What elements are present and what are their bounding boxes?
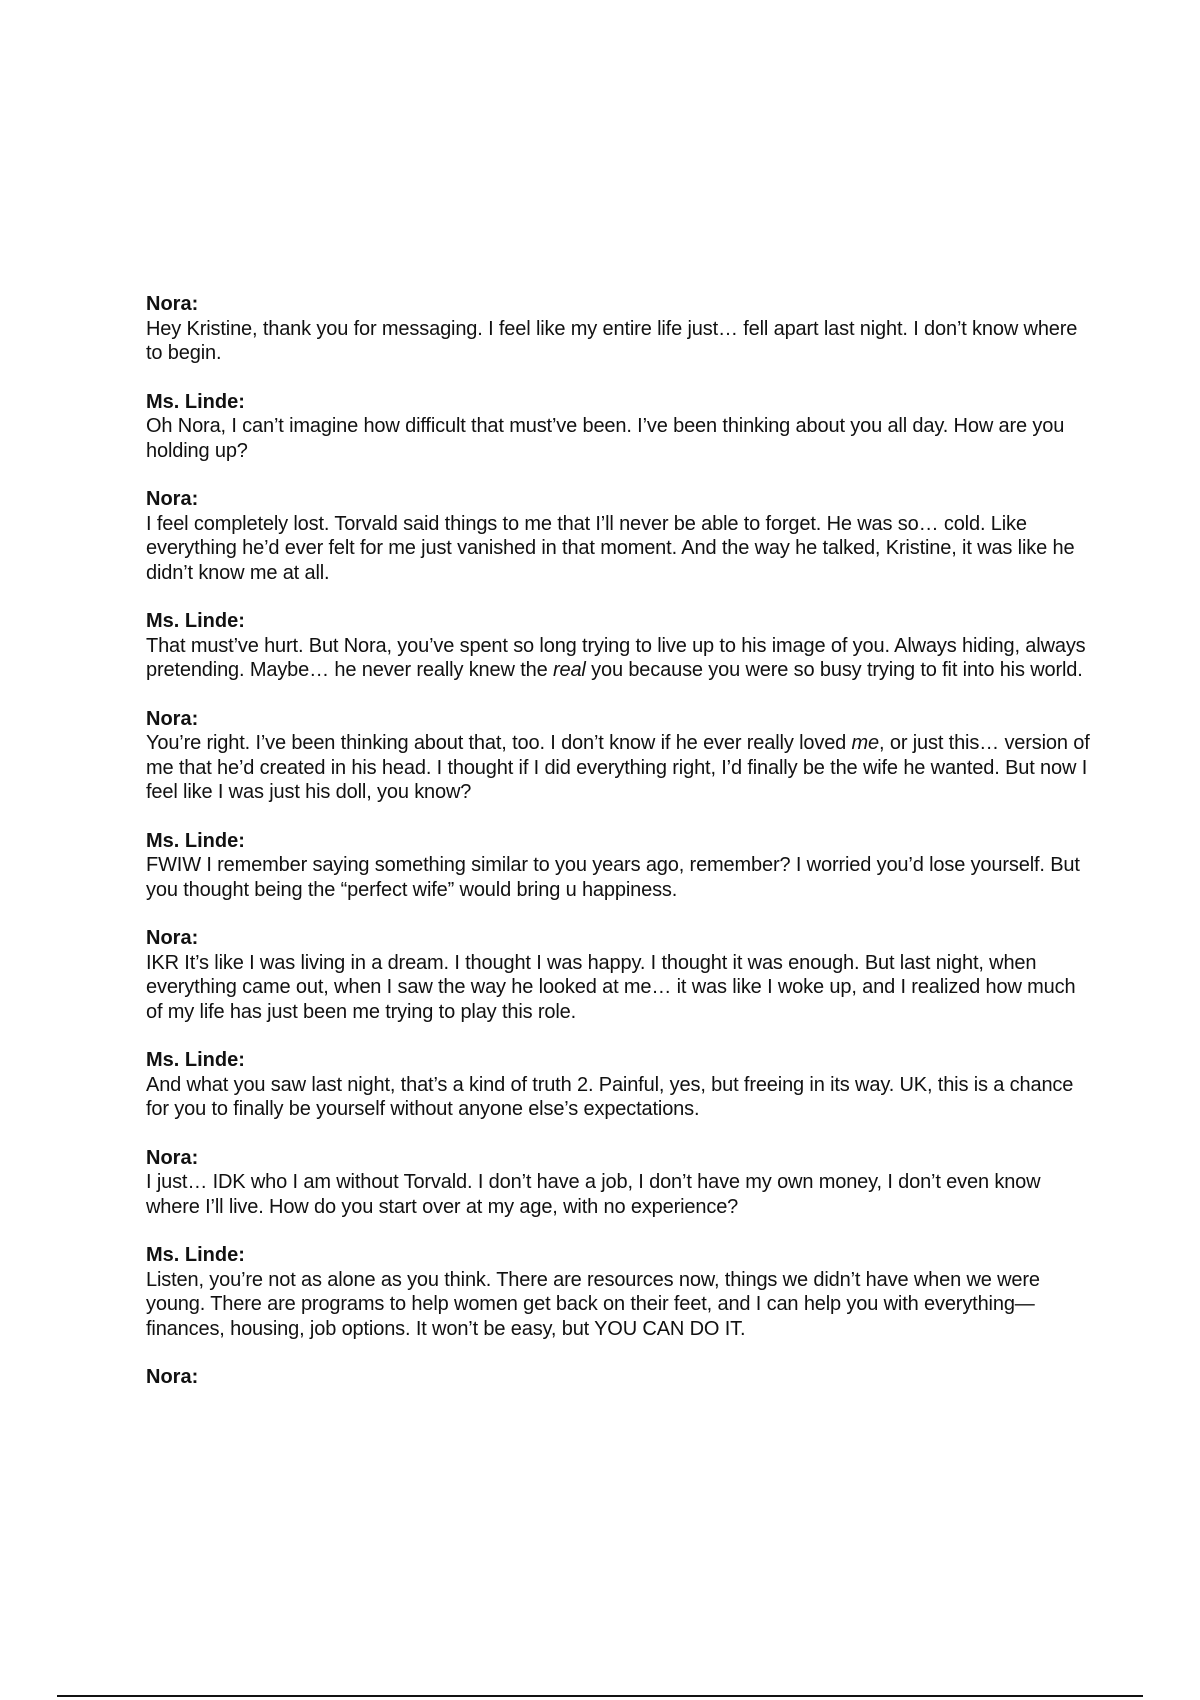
speaker-name: Nora:: [146, 927, 199, 949]
message-text: Listen, you’re not as alone as you think. There are resources now, things we didn’t have when we were young. There are programs to help women get back on their feet, and I can help you with everything—finances, housing, job options. It won’t be easy, but YOU CAN DO IT.: [146, 1268, 1040, 1340]
message-text: Hey Kristine, thank you for messaging. I feel like my entire life just… fell apart last night. I don’t know where to begin.: [146, 317, 1078, 364]
message-5: [146, 707, 1091, 805]
message-11: [146, 1365, 1091, 1390]
footer-divider: [57, 1695, 1143, 1697]
speaker-name: Nora:: [146, 488, 199, 510]
message-2: [146, 390, 1091, 464]
speaker-name: Nora:: [146, 293, 199, 315]
emphasis-text: me: [851, 732, 880, 754]
message-1: [146, 292, 1091, 366]
message-text: Oh Nora, I can’t imagine how difficult that must’ve been. I’ve been thinking about you all day. How are you holding up?: [146, 415, 1065, 462]
message-text: That must’ve hurt. But Nora, you’ve spent so long trying to live up to his image of you. Always hiding, always pretending. Maybe… he never really knew the real you because you were so busy trying to fit into his world.: [146, 634, 1086, 681]
message-9: [146, 1146, 1091, 1220]
speaker-name: Nora:: [146, 707, 199, 730]
message-4: [146, 609, 1091, 683]
message-text: And what you saw last night, that’s a kind of truth 2. Painful, yes, but freeing in its way. UK, this is a chance for you to finally be yourself without anyone else’s expectations.: [146, 1073, 1074, 1120]
emphasis-text: real: [552, 659, 586, 681]
message-text: I feel completely lost. Torvald said things to me that I’ll never be able to forget. He was so… cold. Like everything he’d ever felt for me just vanished in that moment. And the way he talked, Kristine, it was like he didn’t know me at all.: [146, 512, 1075, 584]
message-3: [146, 487, 1091, 585]
speaker-name: Nora:: [146, 1366, 199, 1388]
message-6: [146, 829, 1091, 903]
speaker-name: Ms. Linde:: [146, 390, 245, 413]
message-7: [146, 926, 1091, 1024]
speaker-name: Ms. Linde:: [146, 1244, 245, 1266]
message-text: IKR It’s like I was living in a dream. I thought I was happy. I thought it was enough. But last night, when everything came out, when I saw the way he looked at me… it was like I woke up, and I realized how much of my life has just been me trying to play this role.: [146, 951, 1076, 1023]
speaker-name: Nora:: [146, 1146, 199, 1169]
message-text: FWIW I remember saying something similar to you years ago, remember? I worried you’d lose yourself. But you thought being the “perfect wife” would bring u happiness.: [146, 854, 1080, 901]
speaker-name: Ms. Linde:: [146, 1049, 245, 1071]
message-10: [146, 1243, 1091, 1341]
document-page: [146, 292, 1091, 1414]
speaker-name: Ms. Linde:: [146, 829, 245, 852]
message-text: I just… IDK who I am without Torvald. I don’t have a job, I don’t have my own money, I don’t even know where I’ll live. How do you start over at my age, with no experience?: [146, 1171, 1041, 1218]
message-8: [146, 1048, 1091, 1122]
message-text: You’re right. I’ve been thinking about that, too. I don’t know if he ever really loved me, or just this… version of me that he’d created in his head. I thought if I did everything right, I’d finally be the wife he wanted. But now I feel like I was just his doll, you know?: [146, 732, 1090, 803]
speaker-name: Ms. Linde:: [146, 610, 245, 632]
